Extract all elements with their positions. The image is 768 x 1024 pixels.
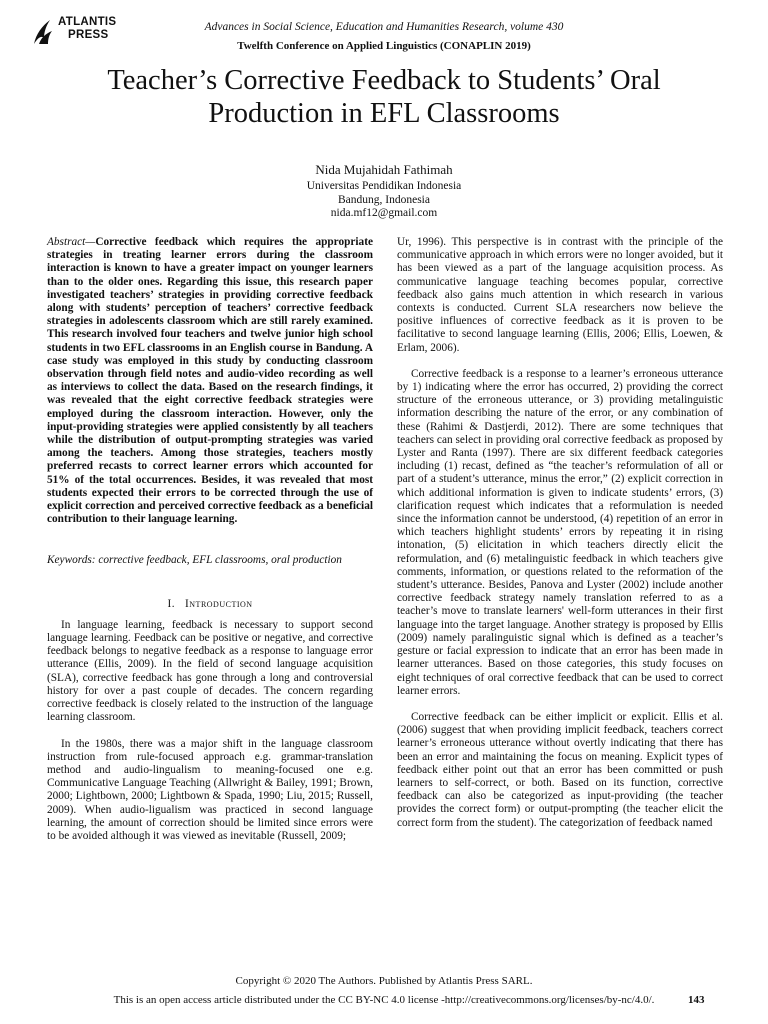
publisher-name — [58, 16, 116, 42]
conference-title: Twelfth Conference on Applied Linguistics (CONAPLIN 2019) — [237, 40, 531, 52]
location: Bandung, Indonesia — [338, 193, 430, 206]
page-number: 143 — [688, 994, 705, 1006]
section-number: I. — [167, 597, 176, 610]
left-column — [47, 236, 373, 856]
paper-title — [40, 64, 728, 130]
publisher-line1: ATLANTIS — [58, 16, 117, 28]
right-column — [397, 236, 723, 843]
journal-title: Advances in Social Science, Education and Humanities Research, volume 430 — [204, 21, 564, 33]
copyright-notice: Copyright © 2020 The Authors. Published by Atlantis Press SARL. — [235, 975, 533, 987]
paragraph: In the 1980s, there was a major shift in the language classroom instruction from rule-focused approach e.g. grammar-translation method and audio-lingualism to meaning-focused one e.g. Communicative Language Teaching (Allwright & Bailey, 1991; Brown, 2000; Lightbown, 2000; Lightbown & Spada, 1990; Liu, 2015; Russell, 2009). When audio-ligualism was practiced in second language learning, the amount of correction should be limited since errors were to be avoided although it was viewed as inevitable (Russell, 2009; — [47, 737, 373, 842]
email[interactable]: nida.mf12@gmail.com — [330, 207, 438, 219]
license-notice: This is an open access article distributed under the CC BY-NC 4.0 license -http://creativecommons.org/licenses/by-nc/4.0/. — [113, 994, 655, 1006]
section-title: Introduction — [185, 597, 253, 610]
affiliation: Universitas Pendidikan Indonesia — [306, 180, 462, 192]
paragraph: Ur, 1996). This perspective is in contrast with the principle of the communicative approach in which errors were no longer avoided, but it has been viewed as a part of the language acquisition process. As communicative language teaching becomes popular, corrective feedback also gains much attention in which research in various contexts is conducted. Current SLA researchers now believe the positive influences of corrective feedback as it is proven to be facilitative to second language learning (Ellis, 2006; Ellis, Loewen, & Erlam, 2006). — [397, 236, 723, 354]
paragraph: Corrective feedback can be either implicit or explicit. Ellis et al. (2006) suggest that when providing implicit feedback, teachers correct learner’s erroneous utterance without overtly indicating that there has been an error and maintaining the focus on meaning. Explicit types of feedback either point out that an error has been committed or push learners to self-correct, or both. Based on its function, corrective feedback can also be categorized as input-providing (the teacher provides the correct form) or output-prompting (the teacher elicit the correct form from the student). The categorization of feedback named — [397, 710, 723, 829]
paragraph: In language learning, feedback is necessary to support second language learning. Feedback can be positive or negative, and corrective feedback belongs to negative feedback as a response to language error utterance (Ellis, 2009). In the field of second language acquisition (SLA), corrective feedback has gone through a long and controversial history for over a past couple of decades. The concern regarding corrective feedback is closely related to the instruction of the language learning classroom. — [47, 618, 373, 724]
title-line-1: Teacher’s Corrective Feedback to Students’ Oral — [107, 65, 661, 96]
abstract — [47, 236, 373, 526]
author-name: Nida Mujahidah Fathimah — [315, 162, 453, 177]
publisher-logo — [30, 14, 130, 50]
paragraph: Corrective feedback is a response to a learner’s erroneous utterance by 1) indicating where the error has occurred, 2) providing the correct structure of the erroneous utterance, or 3) providing metalinguistic information describing the nature of the error, or any combination of these (Rahimi & Dastjerdi, 2012). There are some techniques that teachers can select in providing oral corrective feedback as proposed by Lyster and Ranta (1997). There are six different feedback categories including (1) recast, defined as “the teacher’s reformulation of all or part of a student’s utterance, minus the error,” (2) explicit correction in which additional information is given to indicate students’ errors, (3) clarification request which indicates that a reformulation is needed since the information cannot be understood, (4) repetition of an error in which teachers highlight students’ errors by repeating it in rising intonation, (5) elicitation in which teachers directly elicit the reformulation, and (6) metalinguistic feedback in which teachers give comments, information, or questions related to the reformation of the student’s utterance. Besides, Panova and Lyster (2002) include another corrective feedback strategy namely translation referred to as a teacher’s move to translate learners' well-form utterances in their first language into the target language. Another strategy is proposed by Ellis (2009) namely paralinguistic signal which is defined as a teacher’s gesture or facial expression to indicate that an error has been made in learner utterances. Based on those categories, this study focuses on eight techniques of oral corrective feedback that can be used to correct learner errors. — [397, 367, 723, 697]
title-line-2: Production in EFL Classrooms — [208, 98, 560, 129]
section-heading — [47, 598, 373, 611]
atlantis-logo-icon — [30, 16, 56, 46]
keywords: Keywords: corrective feedback, EFL classrooms, oral production — [47, 554, 342, 567]
abstract-text: Corrective feedback which requires the appropriate strategies in treating learner errors during the classroom interaction is known to have a greater impact on younger learners than to the older ones. Regarding this issue, this research paper investigated teachers’ strategies in providing corrective feedback along with students’ perception of teachers’ corrective feedback strategies in adolescents classroom which are still rarely examined. This research involved four teachers and twelve junior high school students in two EFL classrooms in an English course in Bandung. A case study was employed in this study by conducting classroom observation through field notes and audio-video recording as well as interviews to collect the data. Based on the research findings, it was revealed that the eight corrective feedback strategies were employed during the classroom interaction. However, only the input-providing strategies were applied consistently by all teachers while the distribution of output-prompting strategies was varied among the teachers. Among those strategies, teachers mostly preferred recasts to correct learner errors which accounted for 51% of the total occurrences. Besides, it was revealed that most students expected their errors to be corrected through the use of explicit correction and perceived corrective feedback as a beneficial contribution to their language learning. — [47, 236, 373, 526]
publisher-line2: PRESS — [68, 29, 109, 41]
author-affiliation-block — [200, 180, 568, 221]
abstract-label: Abstract— — [47, 236, 96, 248]
